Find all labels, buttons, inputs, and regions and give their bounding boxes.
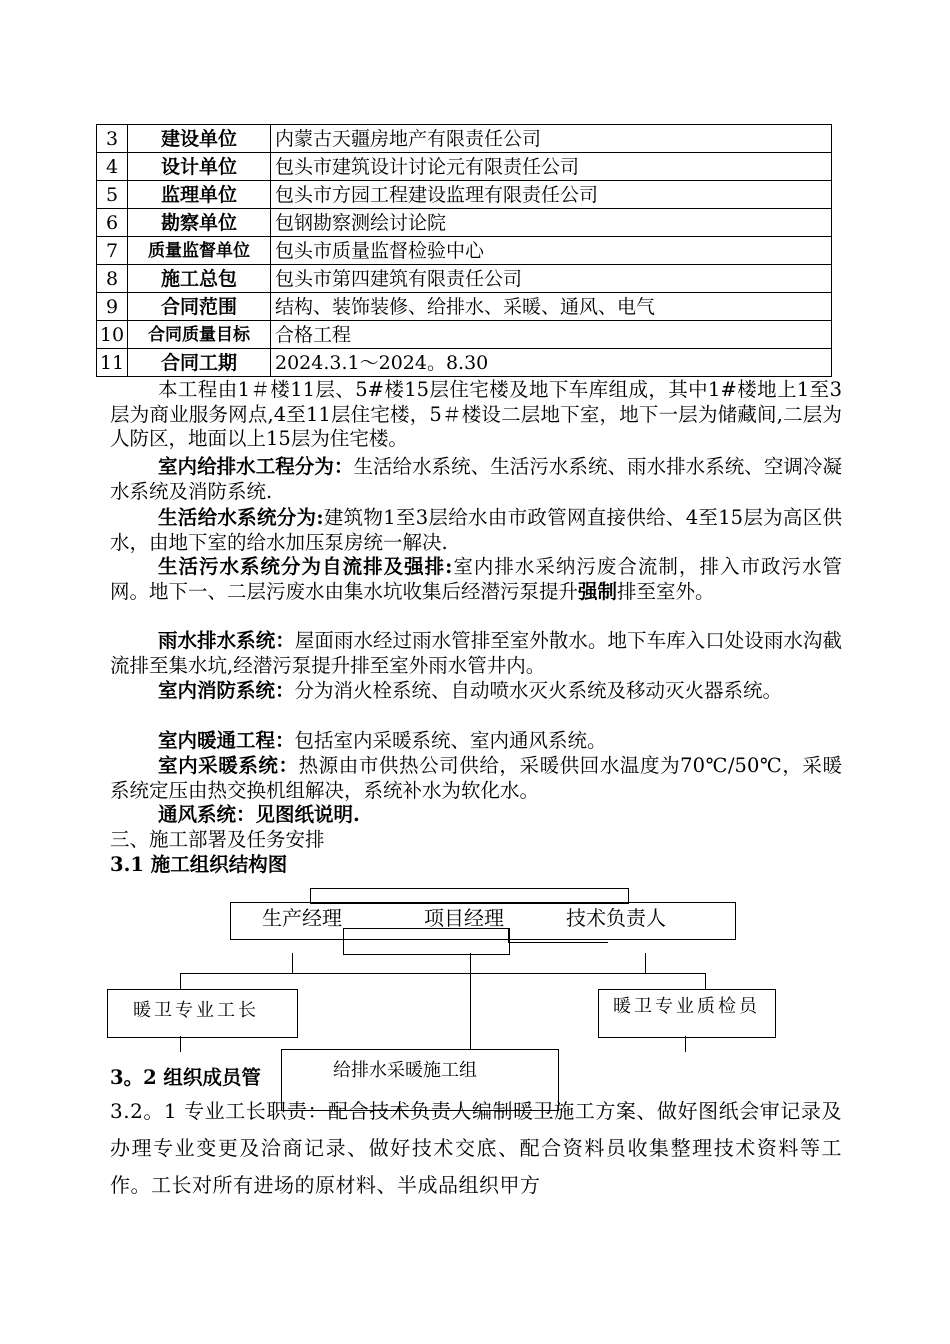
row-value: 2024.3.1～2024。8.30 xyxy=(271,349,832,377)
section-3-title: 三、施工部署及任务安排 xyxy=(110,828,325,851)
row-number: 10 xyxy=(97,321,128,349)
row-number: 5 xyxy=(97,181,128,209)
row-number: 7 xyxy=(97,237,128,265)
row-label: 质量监督单位 xyxy=(128,237,271,265)
row-number: 8 xyxy=(97,265,128,293)
row-number: 3 xyxy=(97,125,128,153)
row-number: 4 xyxy=(97,153,128,181)
row-number: 11 xyxy=(97,349,128,377)
project-overview-paragraph: 本工程由1＃楼11层、5#楼15层住宅楼及地下车库组成，其中1#楼地上1至3层为商业服务网点,4至11层住宅楼，5＃楼设二层地下室，地下一层为储藏间,二层为人防区，地面以上15层为住宅楼。 xyxy=(110,378,842,450)
row-label: 设计单位 xyxy=(128,153,271,181)
foreman-duties-paragraph: 3.2。1 专业工长职责：配合技术负责人编制暖卫施工方案、做好图纸会审记录及办理专业变更及洽商记录、做好技术交底、配合资料员收集整理技术资料等工作。工长对所有进场的原材料、半成品组织甲方 xyxy=(110,1099,842,1197)
table-row xyxy=(97,237,832,265)
connector xyxy=(645,953,646,973)
row-value: 合格工程 xyxy=(271,321,832,349)
row-label: 建设单位 xyxy=(128,125,271,153)
connector xyxy=(292,953,293,973)
hvac-paragraph: 室内暖通工程：包括室内采暖系统、室内通风系统。 xyxy=(158,729,607,752)
plumbing-overview-paragraph: 室内给排水工程分为：生活给水系统、生活污水系统、雨水排水系统、空调冷凝水系统及消防系统. xyxy=(110,455,842,503)
row-value: 包头市质量监督检验中心 xyxy=(271,237,832,265)
production-manager-label: 生产经理 xyxy=(262,906,342,930)
table-row xyxy=(97,293,832,321)
row-number: 6 xyxy=(97,209,128,237)
heading-3-2: 3。2 组织成员管 xyxy=(110,1066,261,1089)
row-value: 结构、装饰装修、给排水、采暖、通风、电气 xyxy=(271,293,832,321)
connector xyxy=(705,973,706,989)
row-label: 监理单位 xyxy=(128,181,271,209)
row-number: 9 xyxy=(97,293,128,321)
row-label: 合同范围 xyxy=(128,293,271,321)
table-row xyxy=(97,125,832,153)
row-value: 包钢勘察测绘讨论院 xyxy=(271,209,832,237)
row-value: 内蒙古天疆房地产有限责任公司 xyxy=(271,125,832,153)
table-row xyxy=(97,153,832,181)
rainwater-paragraph: 雨水排水系统：屋面雨水经过雨水管排至室外散水。地下车库入口处设雨水沟截流排至集水坑,经潜污泵提升排至室外雨水管井内。 xyxy=(110,629,842,677)
row-label: 勘察单位 xyxy=(128,209,271,237)
table-row xyxy=(97,349,832,377)
qc-label: 暖卫专业质检员 xyxy=(613,996,760,1017)
org-inner-line xyxy=(508,928,509,942)
connector xyxy=(470,953,471,973)
sewage-paragraph: 生活污水系统分为自流排及强排:室内排水采纳污废合流制，排入市政污水管网。地下一、二层污废水由集水坑收集后经潜污泵提升强制排至室外。 xyxy=(110,555,842,603)
ventilation-paragraph: 通风系统：见图纸说明. xyxy=(158,803,360,826)
table-row xyxy=(97,321,832,349)
row-value: 包头市方园工程建设监理有限责任公司 xyxy=(271,181,832,209)
connector xyxy=(180,1036,181,1052)
org-inner-box xyxy=(343,928,510,955)
table-row xyxy=(97,265,832,293)
heading-3-1: 3.1 施工组织结构图 xyxy=(110,853,288,876)
crew-label: 给排水采暖施工组 xyxy=(333,1060,477,1081)
connector xyxy=(180,973,181,989)
project-info-table xyxy=(96,124,832,377)
connector xyxy=(180,973,706,974)
connector xyxy=(685,1036,686,1052)
org-inner-line-2 xyxy=(508,942,608,943)
row-label: 施工总包 xyxy=(128,265,271,293)
row-label: 合同工期 xyxy=(128,349,271,377)
row-label: 合同质量目标 xyxy=(128,321,271,349)
foreman-label: 暖卫专业工长 xyxy=(133,1000,259,1021)
row-value: 包头市建筑设计讨论元有限责任公司 xyxy=(271,153,832,181)
tech-lead-label: 技术负责人 xyxy=(566,906,666,930)
connector xyxy=(470,973,471,1049)
fire-protection-paragraph: 室内消防系统：分为消火栓系统、自动喷水灭火系统及移动灭火器系统。 xyxy=(158,679,783,702)
project-manager-label: 项目经理 xyxy=(424,906,504,930)
row-value: 包头市第四建筑有限责任公司 xyxy=(271,265,832,293)
table-row xyxy=(97,181,832,209)
heating-paragraph: 室内采暖系统：热源由市供热公司供给，采暖供回水温度为70℃/50℃，采暖系统定压由热交换机组解决，系统补水为软化水。 xyxy=(110,754,842,802)
water-supply-paragraph: 生活给水系统分为:建筑物1至3层给水由市政管网直接供给、4至15层为高区供水，由地下室的给水加压泵房统一解决. xyxy=(110,506,842,554)
table-row xyxy=(97,209,832,237)
